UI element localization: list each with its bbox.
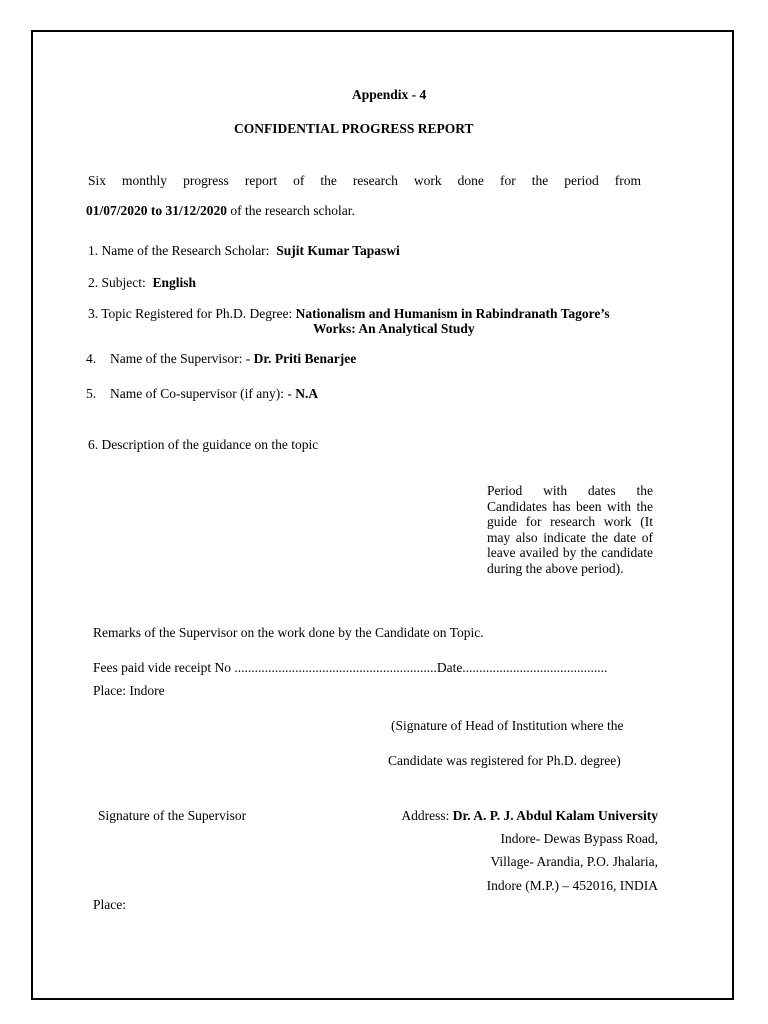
topic-value-line-2: Works: An Analytical Study [313, 321, 475, 336]
supervisor-label: Name of the Supervisor: - [110, 351, 251, 366]
supervisor-signature-label: Signature of the Supervisor [98, 808, 247, 823]
subject-row [88, 275, 196, 291]
cosupervisor-num: 5. [86, 386, 97, 401]
scholar-label: 1. Name of the Research Scholar: [88, 243, 270, 258]
place-indore: Place: Indore [93, 683, 165, 698]
supervisor-row [110, 351, 356, 367]
university-name: Dr. A. P. J. Abdul Kalam University [452, 808, 658, 823]
scholar-row [88, 243, 400, 259]
intro-line-1: Six monthly progress report of the research work done for the period from [88, 173, 641, 188]
place-blank: Place: [93, 897, 126, 912]
subject-value: English [152, 275, 197, 290]
address-line-4: Indore (M.P.) – 452016, INDIA [486, 878, 658, 893]
head-signature-line-2: Candidate was registered for Ph.D. degree) [388, 753, 621, 768]
topic-row [88, 306, 610, 322]
address-line-1 [401, 808, 658, 824]
supervisor-remarks: Remarks of the Supervisor on the work done by the Candidate on Topic. [93, 625, 484, 640]
page-title: CONFIDENTIAL PROGRESS REPORT [234, 121, 474, 136]
cosupervisor-label: Name of Co-supervisor (if any): - [110, 386, 292, 401]
appendix-label: Appendix - 4 [352, 87, 427, 102]
report-period: 01/07/2020 to 31/12/2020 [86, 203, 227, 218]
supervisor-num: 4. [86, 351, 97, 366]
supervisor-name: Dr. Priti Benarjee [253, 351, 357, 366]
cosupervisor-row [110, 386, 318, 402]
intro-line-2-rest: of the research scholar. [227, 203, 355, 218]
head-signature-line-1: (Signature of Head of Institution where the [391, 718, 624, 733]
period-note: Period with dates the Candidates has been with the guide for research work (It may also indicate the date of leave availed by the candidate during the above period). [487, 483, 653, 576]
cosupervisor-value: N.A [295, 386, 319, 401]
subject-label: 2. Subject: [88, 275, 146, 290]
intro-line-2 [86, 203, 355, 219]
address-line-3: Village- Arandia, P.O. Jhalaria, [490, 854, 658, 869]
scholar-name: Sujit Kumar Tapaswi [276, 243, 400, 258]
topic-value-line-1: Nationalism and Humanism in Rabindranath Tagore’s [295, 306, 610, 321]
address-line-2: Indore- Dewas Bypass Road, [500, 831, 658, 846]
address-label: Address: [401, 808, 450, 823]
fees-line: Fees paid vide receipt No ............................................................Date........................................... [93, 660, 608, 675]
topic-label: 3. Topic Registered for Ph.D. Degree: [88, 306, 293, 321]
guidance-label: 6. Description of the guidance on the topic [88, 437, 319, 452]
